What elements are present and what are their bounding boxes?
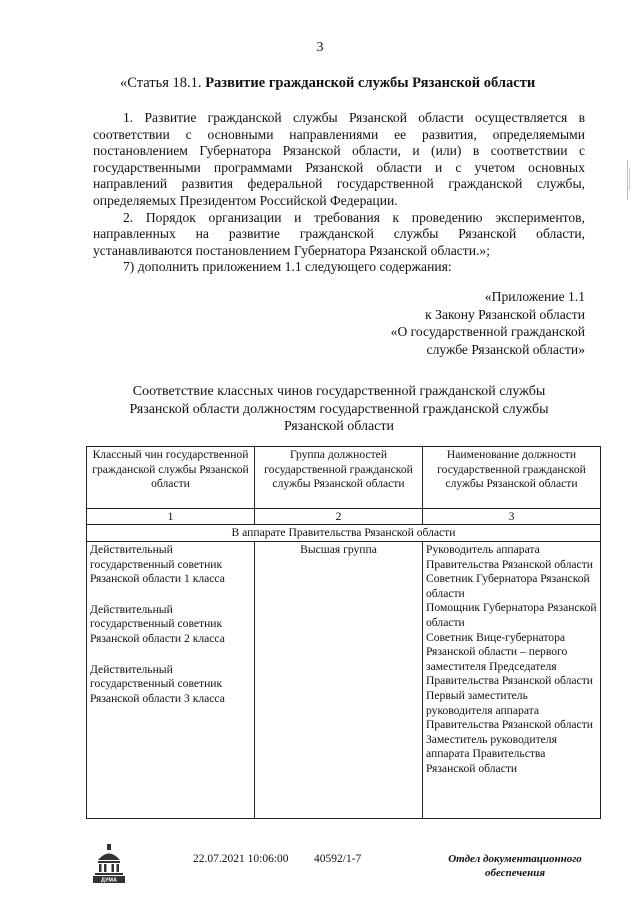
position-item: Советник Вице-губернатора Рязанской области – первого заместителя Председателя Правительства Рязанской области [426,630,593,688]
table-header-row [87,447,601,509]
footer-datetime: 22.07.2021 10:06:00 [193,853,289,865]
position-item: Первый заместитель руководителя аппарата Правительства Рязанской области [426,688,593,732]
paragraph: 1. Развитие гражданской службы Рязанской области осуществляется в соответствии с основными направлениями ее развития, определяемыми постановлением Губернатора Рязанской области, и (или) в соответствии с государственными программами Рязанской области и с учетом основных направлений развития федеральной государственной гражданской службы, определяемых Президентом Российской Федерации. [93,110,585,208]
margin-mark-icon [626,160,632,200]
rank-item: Действительный государственный советник Рязанской области 2 класса [90,602,225,645]
article-heading-title: Развитие гражданской службы Рязанской области [205,75,536,91]
table-title-line: Соответствие классных чинов государственной гражданской службы [132,384,546,399]
column-number: 2 [255,509,423,525]
positions-cell [423,542,601,819]
position-item: Советник Губернатора Рязанской области [426,572,590,600]
rank-item: Действительный государственный советник Рязанской области 3 класса [90,662,225,705]
appendix-header [300,288,585,358]
page-number: 3 [316,40,324,55]
article-heading [120,75,535,92]
appendix-header-line: к Закону Рязанской области [425,306,585,322]
duma-logo-icon [92,843,126,883]
logo-text: ДУМА [101,877,117,883]
position-item: Помощник Губернатора Рязанской области [426,601,597,629]
ranks-cell [87,542,255,819]
table-row [87,542,601,819]
column-number: 1 [87,509,255,525]
table-title-line: Рязанской области должностям государственной гражданской службы [129,401,549,417]
rank-item: Действительный государственный советник Рязанской области 1 класса [90,543,225,586]
ranks-table [86,446,601,819]
section-row [87,525,601,542]
header-cell: Классный чин государственной гражданской службы Рязанской области [87,447,255,509]
column-number: 3 [423,509,601,525]
table-title [93,383,585,436]
appendix-header-line: службе Рязанской области» [426,341,585,357]
column-number-row [87,509,601,525]
article-body [93,110,585,276]
paragraph: 7) дополнить приложением 1.1 следующего содержания: [123,259,452,275]
article-heading-prefix: «Статья 18.1. [120,75,206,91]
paragraph: 2. Порядок организации и требования к проведению экспериментов, направленных на развитие гражданской службы Рязанской области, устанавливаются постановлением Губернатора Рязанской области.»; [93,209,585,258]
footer-department: Отдел документационного обеспечения [448,853,582,879]
appendix-header-line: «О государственной гражданской [390,324,585,339]
table-title-line: Рязанской области [283,419,395,434]
group-item: Высшая группа [300,543,377,556]
position-item: Руководитель аппарата Правительства Рязанской области [426,543,593,571]
section-title: В аппарате Правительства Рязанской области [87,525,601,542]
appendix-header-line: «Приложение 1.1 [484,289,585,304]
header-cell: Наименование должности государственной гражданской службы Рязанской области [423,447,601,509]
group-cell [255,542,423,819]
header-cell: Группа должностей государственной гражданской службы Рязанской области [255,447,423,509]
position-item: Заместитель руководителя аппарата Правительства Рязанской области [426,732,557,775]
footer-reg-number: 40592/1-7 [314,853,362,865]
